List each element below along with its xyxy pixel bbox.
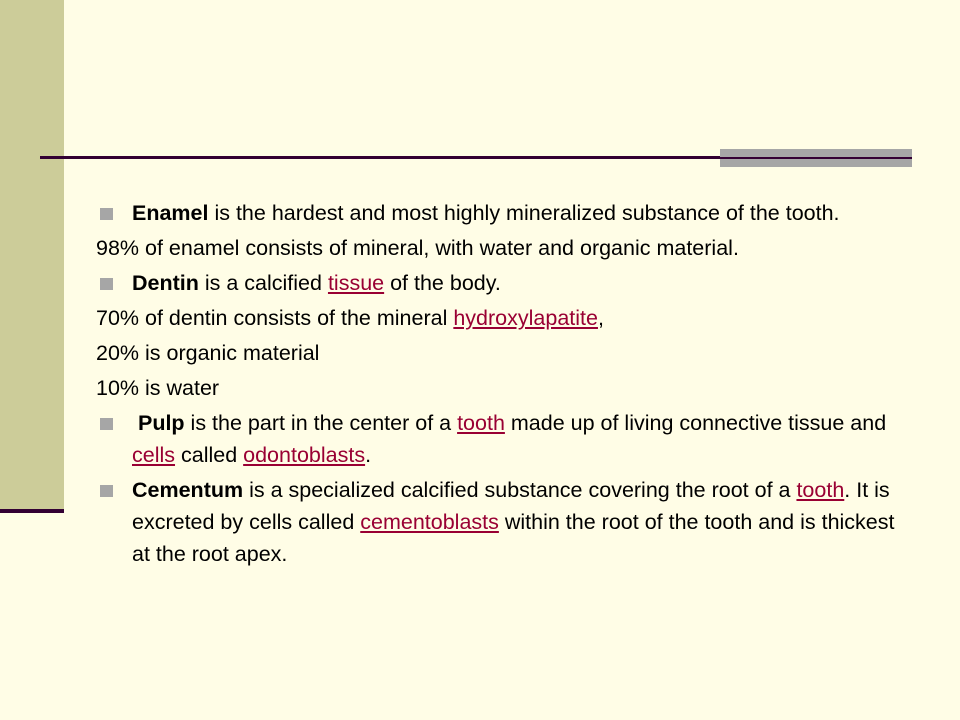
pulp-text-mid2: called bbox=[175, 443, 244, 467]
dentin-mineral bbox=[96, 302, 916, 334]
square-bullet-icon bbox=[100, 418, 113, 430]
cementum-text-pre: is a specialized calcified substance covering the root of a bbox=[243, 478, 797, 502]
bullet-cementum bbox=[96, 474, 916, 570]
term-pulp: Pulp bbox=[137, 411, 185, 435]
link-tooth-2[interactable]: tooth bbox=[796, 478, 845, 502]
square-bullet-icon bbox=[100, 485, 113, 497]
link-hydroxylapatite[interactable]: hydroxylapatite bbox=[453, 306, 598, 330]
bullet-enamel bbox=[96, 197, 916, 229]
side-band bbox=[0, 0, 64, 510]
link-cells[interactable]: cells bbox=[132, 443, 176, 467]
square-bullet-icon bbox=[100, 208, 113, 220]
term-dentin: Dentin bbox=[132, 271, 199, 295]
side-band-divider bbox=[0, 509, 64, 513]
dentin-mineral-post: , bbox=[597, 306, 604, 330]
term-enamel: Enamel bbox=[132, 201, 209, 225]
title-rule-accent bbox=[720, 149, 912, 157]
enamel-text: is the hardest and most highly mineralized substance of the tooth. bbox=[208, 201, 840, 225]
square-bullet-icon bbox=[100, 278, 113, 290]
link-cementoblasts[interactable]: cementoblasts bbox=[360, 510, 499, 534]
slide-content bbox=[96, 197, 916, 573]
link-odontoblasts[interactable]: odontoblasts bbox=[243, 443, 366, 467]
title-rule-accent-lower bbox=[720, 159, 912, 167]
cementum-text-post: within the root of the tooth and is thickest at the root apex. bbox=[132, 510, 895, 566]
dentin-text-pre: is a calcified bbox=[198, 271, 328, 295]
dentin-mineral-pre: 70% of dentin consists of the mineral bbox=[96, 306, 454, 330]
bullet-pulp bbox=[96, 407, 916, 471]
dentin-organic: 20% is organic material bbox=[96, 341, 320, 365]
enamel-detail: 98% of enamel consists of mineral, with water and organic material. bbox=[96, 236, 739, 260]
pulp-text-mid: made up of living connective tissue and bbox=[504, 411, 887, 435]
bullet-dentin bbox=[96, 267, 916, 299]
cementum-text-mid: . It is excreted by cells called bbox=[132, 478, 890, 534]
dentin-text-post: of the body. bbox=[384, 271, 501, 295]
link-tissue[interactable]: tissue bbox=[327, 271, 385, 295]
link-tooth[interactable]: tooth bbox=[457, 411, 505, 435]
term-cementum: Cementum bbox=[132, 478, 244, 502]
pulp-text-pre: is the part in the center of a bbox=[184, 411, 458, 435]
dentin-water: 10% is water bbox=[96, 376, 220, 400]
pulp-text-post: . bbox=[365, 443, 372, 467]
